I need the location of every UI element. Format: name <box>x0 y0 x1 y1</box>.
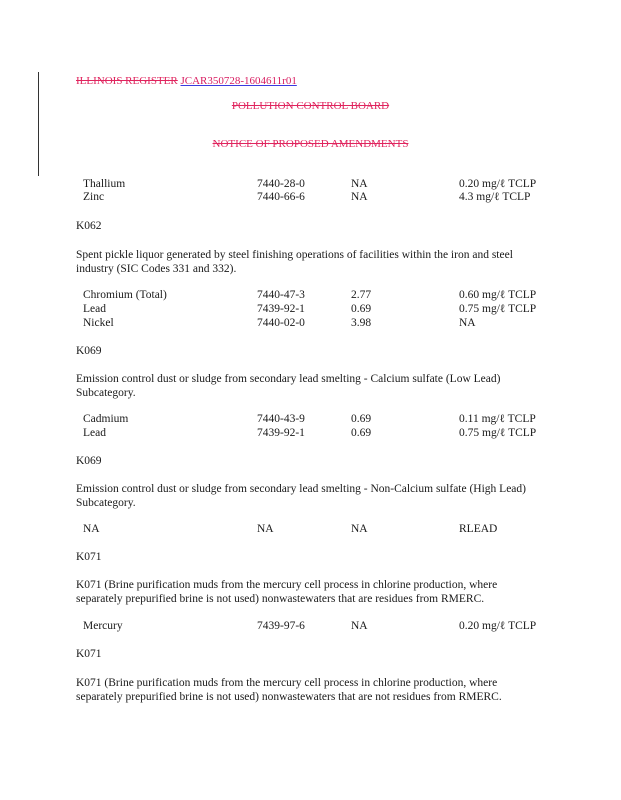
cas-cell: 7440-66-6 <box>257 191 305 203</box>
constituent-cell: Mercury <box>83 620 123 632</box>
nonwastewater-cell: NA <box>459 317 476 329</box>
table-row <box>83 303 553 317</box>
nonwastewater-cell: 4.3 mg/ℓ TCLP <box>459 191 531 203</box>
register-inserted-text: JCAR350728-1604611r01 <box>180 75 297 87</box>
waste-description: K071 (Brine purification muds from the mercury cell process in chlorine production, where separately prepurified brine is not used) nonwastewaters that are residues from RMERC. <box>76 579 498 605</box>
wastewater-cell: 0.69 <box>351 303 372 315</box>
waste-code: K069 <box>76 345 102 357</box>
cas-cell: 7439-92-1 <box>257 303 305 315</box>
cas-cell: 7439-92-1 <box>257 427 305 439</box>
cas-cell: 7440-43-9 <box>257 413 305 425</box>
nonwastewater-cell: 0.60 mg/ℓ TCLP <box>459 289 537 301</box>
table-row <box>83 191 553 205</box>
constituent-cell: Nickel <box>83 317 114 329</box>
waste-code: K062 <box>76 220 102 232</box>
nonwastewater-cell: 0.75 mg/ℓ TCLP <box>459 427 537 439</box>
wastewater-cell: 0.69 <box>351 413 372 425</box>
wastewater-cell: NA <box>351 178 368 190</box>
waste-description: K071 (Brine purification muds from the mercury cell process in chlorine production, where separately prepurified brine is not used) nonwastewaters that are not residues from RMERC. <box>76 677 502 703</box>
notice-title: NOTICE OF PROPOSED AMENDMENTS <box>212 138 409 150</box>
waste-code: K069 <box>76 455 102 467</box>
constituent-cell: Lead <box>83 303 106 315</box>
waste-description: Emission control dust or sludge from secondary lead smelting - Calcium sulfate (Low Lead) Subcategory. <box>76 373 501 399</box>
table-row <box>83 413 553 427</box>
wastewater-cell: NA <box>351 191 368 203</box>
wastewater-cell: 0.69 <box>351 427 372 439</box>
waste-description: Emission control dust or sludge from secondary lead smelting - Non-Calcium sulfate (High Lead) Subcategory. <box>76 483 526 509</box>
nonwastewater-cell: 0.11 mg/ℓ TCLP <box>459 413 536 425</box>
wastewater-cell: 2.77 <box>351 289 372 301</box>
table-row <box>83 317 553 331</box>
constituent-cell: Cadmium <box>83 413 129 425</box>
table-row <box>83 523 553 537</box>
table-row <box>83 620 553 634</box>
board-title: POLLUTION CONTROL BOARD <box>231 100 390 112</box>
cas-cell: 7439-97-6 <box>257 620 305 632</box>
waste-code: K071 <box>76 551 102 563</box>
register-struck-text: ILLINOIS REGISTER <box>76 75 178 87</box>
cas-cell: 7440-47-3 <box>257 289 305 301</box>
wastewater-cell: 3.98 <box>351 317 372 329</box>
constituent-cell: NA <box>83 523 100 535</box>
nonwastewater-cell: 0.20 mg/ℓ TCLP <box>459 620 537 632</box>
nonwastewater-cell: RLEAD <box>459 523 498 535</box>
cas-cell: 7440-02-0 <box>257 317 305 329</box>
constituent-cell: Zinc <box>83 191 105 203</box>
waste-description: Spent pickle liquor generated by steel finishing operations of facilities within the iron and steel industry (SIC Codes 331 and 332). <box>76 249 513 275</box>
revision-margin-bar <box>38 72 39 176</box>
constituent-cell: Lead <box>83 427 106 439</box>
nonwastewater-cell: 0.75 mg/ℓ TCLP <box>459 303 537 315</box>
table-row <box>83 178 553 192</box>
constituent-cell: Chromium (Total) <box>83 289 167 301</box>
cas-cell: NA <box>257 523 274 535</box>
waste-code: K071 <box>76 648 102 660</box>
register-header <box>76 75 297 87</box>
wastewater-cell: NA <box>351 523 368 535</box>
wastewater-cell: NA <box>351 620 368 632</box>
constituent-cell: Thallium <box>83 178 126 190</box>
table-row <box>83 427 553 441</box>
table-row <box>83 289 553 303</box>
nonwastewater-cell: 0.20 mg/ℓ TCLP <box>459 178 537 190</box>
cas-cell: 7440-28-0 <box>257 178 305 190</box>
